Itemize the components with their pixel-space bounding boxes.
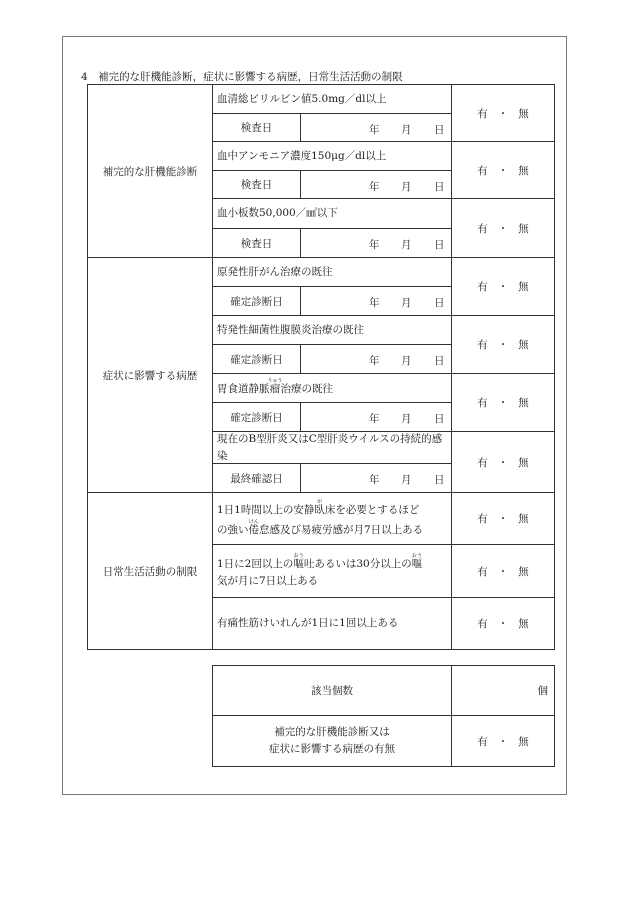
applicable-count-field[interactable] (451, 665, 555, 716)
date-label: 最終確認日 (212, 463, 301, 493)
separator: ・ (497, 107, 509, 120)
year-unit: 年 (369, 355, 380, 367)
separator: ・ (497, 222, 509, 235)
separator: ・ (497, 513, 509, 525)
date-label: 検査日 (212, 170, 301, 199)
category-daily-activity: 日常生活活動の制限 (87, 492, 213, 650)
yes-no-choice[interactable] (451, 492, 555, 545)
criterion-peritonitis: 特発性細菌性腹膜炎治療の既往 (212, 315, 452, 345)
yes-no-choice[interactable] (451, 141, 555, 199)
yes-no-choice[interactable] (451, 198, 555, 258)
separator: ・ (497, 618, 509, 630)
year-unit: 年 (369, 124, 380, 136)
yes-no-choice[interactable] (451, 431, 555, 493)
date-field[interactable] (300, 113, 452, 142)
criterion-varices (212, 373, 452, 403)
separator: ・ (497, 164, 509, 177)
yes-no-choice[interactable] (451, 597, 555, 650)
criterion-text: 胃食道静脈瘤りゅう治療の既往 (217, 378, 333, 396)
yes-no-choice[interactable] (451, 257, 555, 316)
final-question-label: 補完的な肝機能診断又は 症状に影響する病歴の有無 (212, 715, 452, 767)
no-option[interactable]: 無 (518, 565, 529, 578)
criterion-text: 1日に2回以上の嘔おう吐あるいは30分以上の嘔おう 気が月に7日以上ある (217, 553, 423, 587)
no-option[interactable]: 無 (518, 735, 529, 748)
month-unit: 月 (401, 413, 412, 425)
day-unit: 日 (434, 474, 445, 486)
date-field[interactable] (300, 286, 452, 316)
month-unit: 月 (401, 297, 412, 309)
month-unit: 月 (401, 474, 412, 486)
yes-option[interactable]: 有 (477, 397, 488, 409)
yes-option[interactable]: 有 (477, 565, 488, 578)
date-field[interactable] (300, 463, 452, 493)
date-label: 確定診断日 (212, 344, 301, 374)
yes-no-choice[interactable] (451, 315, 555, 374)
section-heading: 4 補完的な肝機能診断，症状に影響する病歴，日常生活活動の制限 (81, 71, 403, 83)
separator: ・ (497, 565, 509, 578)
no-option[interactable]: 無 (518, 281, 529, 293)
yes-option[interactable]: 有 (477, 618, 488, 630)
separator: ・ (497, 735, 509, 748)
yes-option[interactable]: 有 (477, 107, 488, 120)
day-unit: 日 (434, 239, 445, 251)
yes-option[interactable]: 有 (477, 281, 488, 293)
count-unit: 個 (537, 685, 548, 697)
category-liver-function: 補完的な肝機能診断 (87, 84, 213, 258)
criterion-hepatitis-infection: 現在のB型肝炎又はC型肝炎ウイルスの持続的感染 (212, 431, 452, 464)
day-unit: 日 (434, 355, 445, 367)
no-option[interactable]: 無 (518, 618, 529, 630)
date-field[interactable] (300, 170, 452, 199)
date-label: 検査日 (212, 228, 301, 258)
no-option[interactable]: 無 (518, 164, 529, 177)
separator: ・ (497, 281, 509, 293)
criterion-bilirubin: 血清総ビリルビン値5.0mg／dl以上 (212, 84, 452, 114)
separator: ・ (497, 339, 509, 351)
yes-no-choice[interactable] (451, 544, 555, 598)
yes-option[interactable]: 有 (477, 164, 488, 177)
yes-no-choice[interactable] (451, 373, 555, 432)
day-unit: 日 (434, 297, 445, 309)
no-option[interactable]: 無 (518, 456, 529, 469)
month-unit: 月 (401, 124, 412, 136)
criterion-ammonia: 血中アンモニア濃度150μg／dl以上 (212, 141, 452, 171)
date-field[interactable] (300, 344, 452, 374)
category-medical-history: 症状に影響する病歴 (87, 257, 213, 493)
criterion-text: 1日1時間以上の安静臥が床を必要とするほど の強い倦けん怠感及び易疲労感が月7日以上ある (217, 499, 424, 536)
no-option[interactable]: 無 (518, 107, 529, 120)
date-field[interactable] (300, 228, 452, 258)
yes-no-choice[interactable] (451, 84, 555, 142)
year-unit: 年 (369, 474, 380, 486)
criterion-platelets: 血小板数50,000／㎣以下 (212, 198, 452, 229)
yes-no-choice[interactable] (451, 715, 555, 767)
month-unit: 月 (401, 239, 412, 251)
year-unit: 年 (369, 413, 380, 425)
date-field[interactable] (300, 402, 452, 432)
no-option[interactable]: 無 (518, 513, 529, 525)
yes-option[interactable]: 有 (477, 456, 488, 469)
yes-option[interactable]: 有 (477, 339, 488, 351)
separator: ・ (497, 397, 509, 409)
date-label: 確定診断日 (212, 286, 301, 316)
separator: ・ (497, 456, 509, 469)
year-unit: 年 (369, 297, 380, 309)
criterion-vomiting-nausea (212, 544, 452, 598)
criterion-liver-cancer: 原発性肝がん治療の既往 (212, 257, 452, 287)
day-unit: 日 (434, 124, 445, 136)
applicable-count-label: 該当個数 (212, 665, 452, 716)
month-unit: 月 (401, 355, 412, 367)
criterion-muscle-cramps: 有痛性筋けいれんが1日に1回以上ある (212, 597, 452, 650)
date-label: 確定診断日 (212, 402, 301, 432)
yes-option[interactable]: 有 (477, 513, 488, 525)
day-unit: 日 (434, 413, 445, 425)
criterion-bed-rest-fatigue (212, 492, 452, 545)
no-option[interactable]: 無 (518, 222, 529, 235)
yes-option[interactable]: 有 (477, 222, 488, 235)
year-unit: 年 (369, 181, 380, 193)
date-label: 検査日 (212, 113, 301, 142)
year-unit: 年 (369, 239, 380, 251)
no-option[interactable]: 無 (518, 397, 529, 409)
no-option[interactable]: 無 (518, 339, 529, 351)
day-unit: 日 (434, 181, 445, 193)
month-unit: 月 (401, 181, 412, 193)
yes-option[interactable]: 有 (477, 735, 488, 748)
